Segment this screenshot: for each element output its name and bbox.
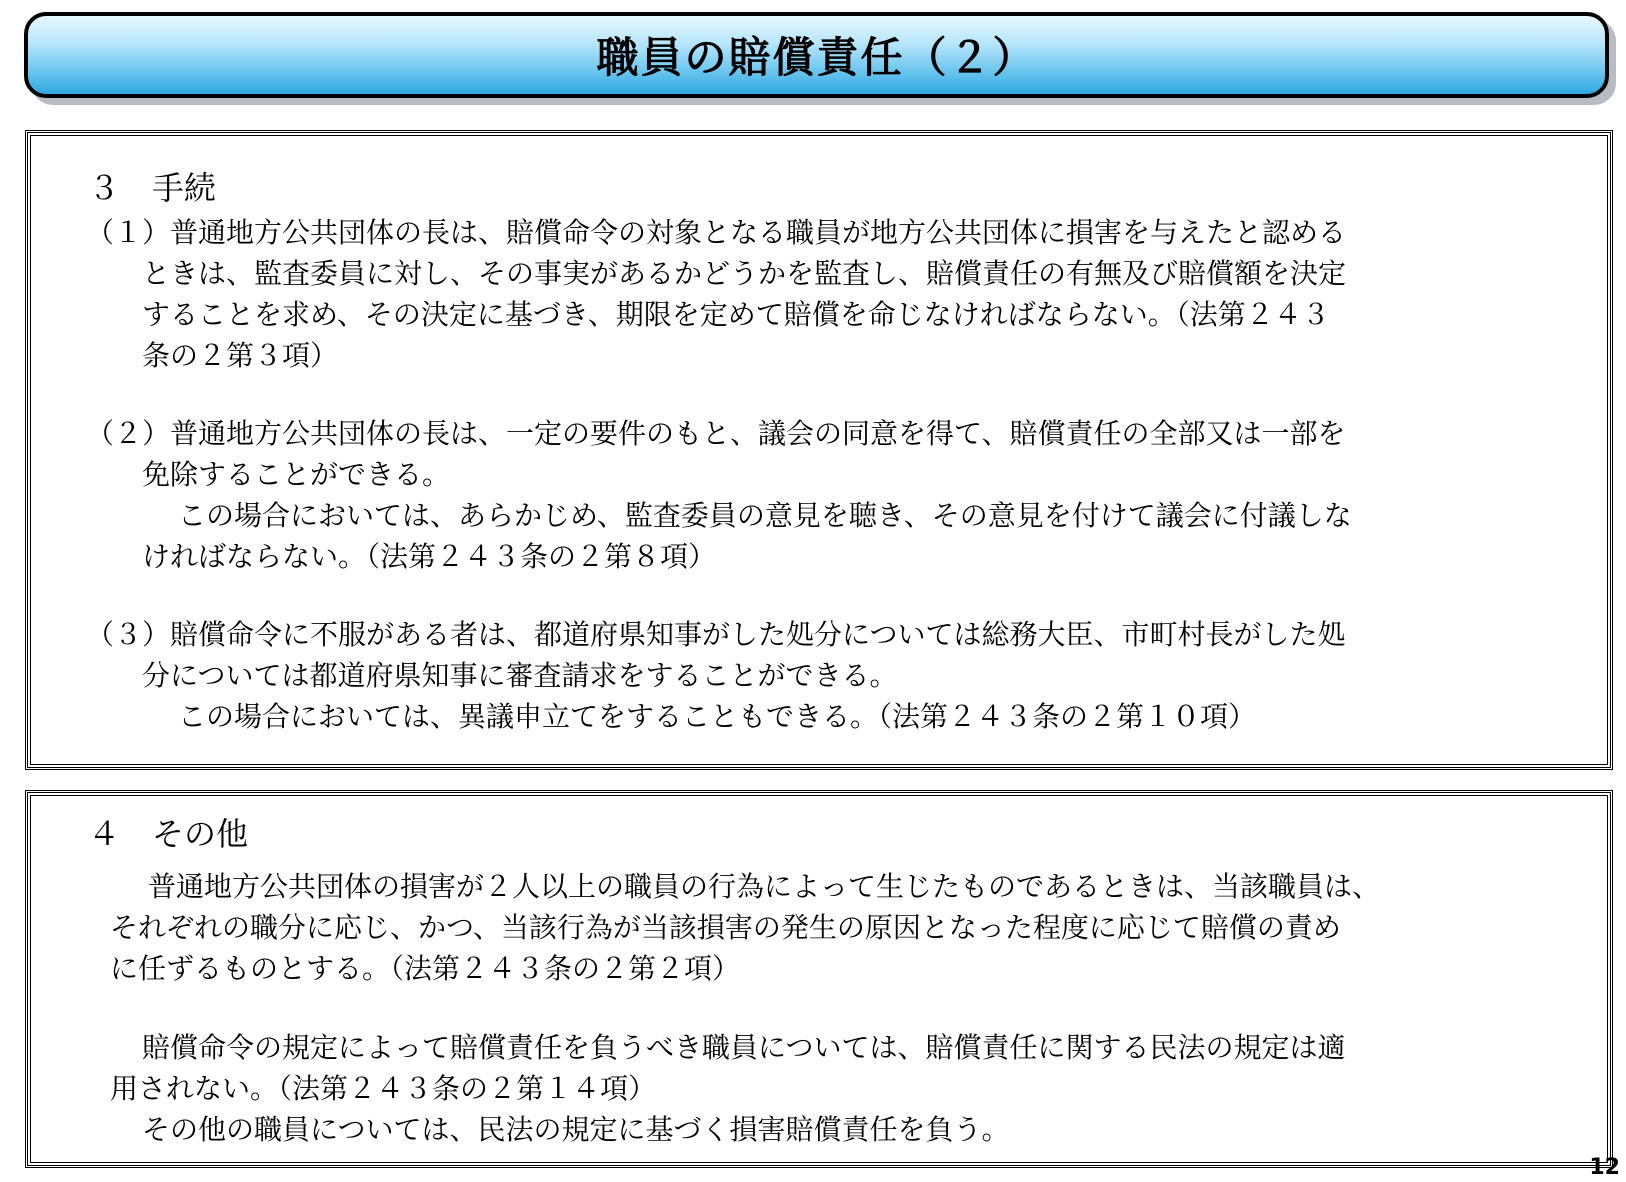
para-1-line-2: それぞれの職分に応じ、かつ、当該行為が当該損害の発生の原因となった程度に応じて賠償の責め [110,911,1341,944]
para-2-line-1: 賠償命令の規定によって賠償責任を負うべき職員については、賠償責任に関する民法の規定は適 [142,1031,1346,1064]
page-title: 職員の賠償責任（２） [596,33,1037,82]
section-3-heading: ３ 手続 [88,169,217,207]
item-3-line-3: この場合においては、異議申立てをすることもできる。（法第２４３条の２第１０項） [178,700,1257,733]
title-banner [24,12,1609,98]
item-1-line-1: （１）普通地方公共団体の長は、賠償命令の対象となる職員が地方公共団体に損害を与えたと認める [86,216,1347,249]
item-1-line-2: ときは、監査委員に対し、その事実があるかどうかを監査し、賠償責任の有無及び賠償額を決定 [142,257,1347,290]
item-2-line-2: 免除することができる。 [142,458,451,491]
item-3-line-2: 分については都道府県知事に審査請求をすることができる。 [142,659,898,692]
page-number: 12 [1589,1155,1620,1180]
section-4-heading: ４ その他 [88,815,249,853]
para-2-line-3: その他の職員については、民法の規定に基づく損害賠償責任を負う。 [142,1113,1010,1146]
item-2-line-1: （２）普通地方公共団体の長は、一定の要件のもと、議会の同意を得て、賠償責任の全部又は一部を [86,417,1346,450]
item-2-line-4: ければならない。（法第２４３条の２第８項） [142,540,717,573]
item-3-line-1: （３）賠償命令に不服がある者は、都道府県知事がした処分については総務大臣、市町村長がした処 [86,618,1346,651]
para-1-line-1: 普通地方公共団体の損害が２人以上の職員の行為によって生じたものであるときは、当該職員は、 [148,870,1381,903]
item-1-line-3: することを求め、その決定に基づき、期限を定めて賠償を命じなければならない。（法第２４３ [142,298,1330,331]
para-1-line-3: に任ずるものとする。（法第２４３条の２第２項） [110,952,741,985]
item-2-line-3: この場合においては、あらかじめ、監査委員の意見を聴き、その意見を付けて議会に付議しな [178,499,1352,532]
item-1-line-4: 条の２第３項） [142,339,339,372]
para-2-line-2: 用されない。（法第２４３条の２第１４項） [110,1072,657,1105]
